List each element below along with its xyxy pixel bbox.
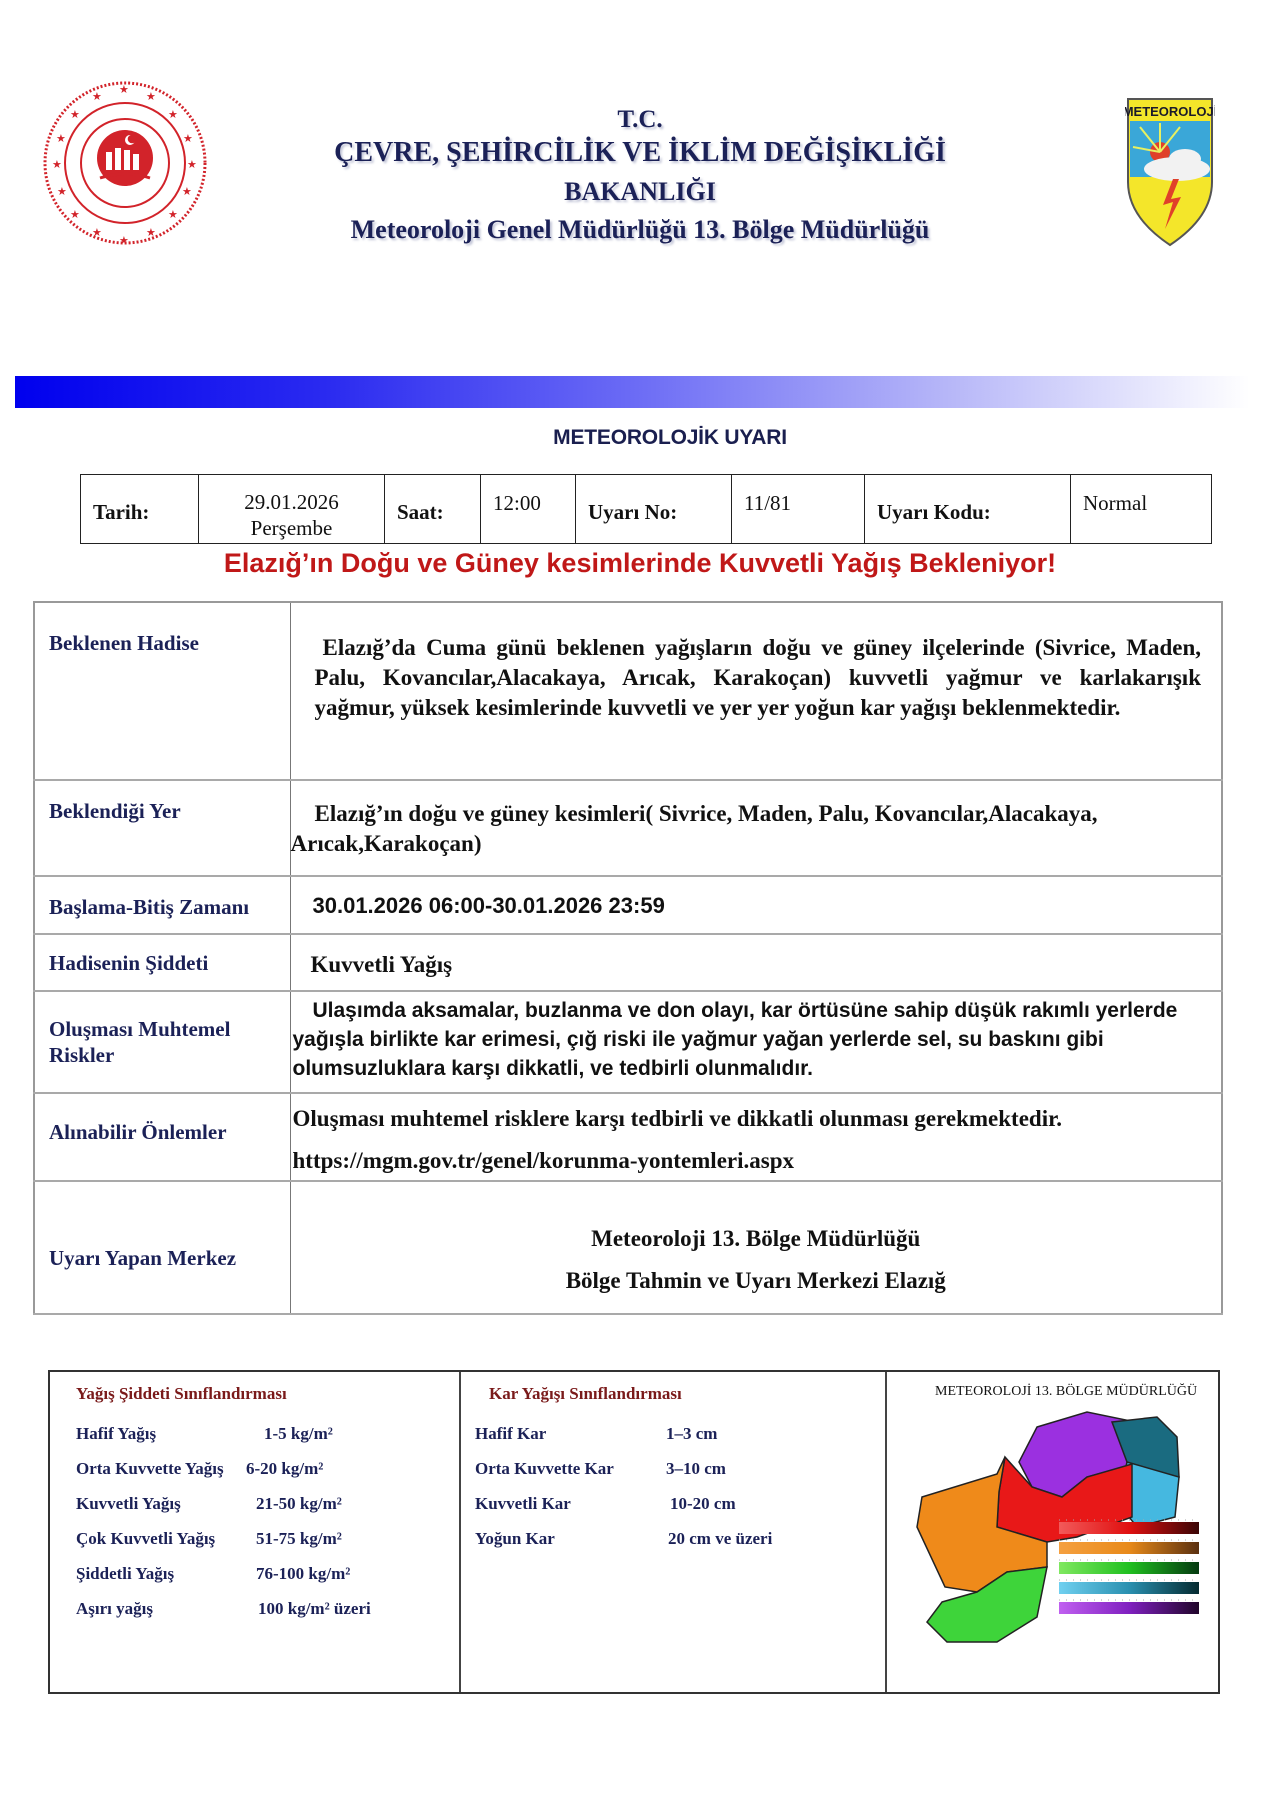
svg-text:★: ★ xyxy=(57,186,67,198)
header-ministry: ÇEVRE, ŞEHİRCİLİK VE İKLİM DEĞİŞİKLİĞİ xyxy=(334,137,946,168)
color-scale-bar xyxy=(1059,1522,1199,1534)
svg-text:★: ★ xyxy=(146,91,156,103)
warning-no-label: Uyarı No: xyxy=(576,475,732,543)
classification-box xyxy=(48,1370,1220,1694)
class-name: Yoğun Kar xyxy=(475,1529,555,1548)
time-range-value: 30.01.2026 06:00-30.01.2026 23:59 xyxy=(312,893,665,918)
svg-text:★: ★ xyxy=(92,227,102,239)
warning-code-value: Normal xyxy=(1083,491,1148,515)
svg-text:★: ★ xyxy=(182,186,192,198)
place-label: Beklendiği Yer xyxy=(34,780,290,876)
date-value: 29.01.2026 xyxy=(244,490,339,514)
risks-label: Oluşması Muhtemel Riskler xyxy=(34,991,290,1093)
measures-value: Oluşması muhtemel risklere karşı tedbirli ve dikkatli olunması gerekmektedir. https://mgm.gov.tr/genel/korunma-yontemleri.aspx xyxy=(290,1093,1222,1181)
severity-value: Kuvvetli Yağış xyxy=(310,952,453,977)
class-name: Hafif Yağış xyxy=(76,1424,157,1443)
risks-value: Ulaşımda aksamalar, buzlanma ve don olayı, kar örtüsüne sahip düşük rakımlı yerlerde yağışla birlikte kar erimesi, çığ riski ile yağmur yağan yerlerde sel, su baskını gibi olumsuzluklara karşı dikkatli, ve tedbirli olunmalıdır. xyxy=(292,999,1178,1080)
region-map xyxy=(887,1402,1218,1692)
warning-code-label: Uyarı Kodu: xyxy=(865,475,1071,543)
class-range: 76-100 kg/m² xyxy=(256,1564,351,1583)
measures-label: Alınabilir Önlemler xyxy=(34,1093,290,1181)
snow-classification xyxy=(461,1372,887,1692)
class-name: Aşırı yağış xyxy=(76,1599,153,1618)
row-severity xyxy=(34,934,1222,991)
class-range: 1-5 kg/m² xyxy=(264,1424,333,1443)
header-directorate: Meteoroloji Genel Müdürlüğü 13. Bölge Müdürlüğü xyxy=(350,215,930,244)
warning-info-table xyxy=(80,474,1212,544)
svg-text:★: ★ xyxy=(70,109,80,121)
weekday-value: Perşembe xyxy=(250,516,333,540)
center-line-1: Meteoroloji 13. Bölge Müdürlüğü xyxy=(591,1226,921,1251)
svg-text:★: ★ xyxy=(187,159,197,171)
region-map-panel xyxy=(887,1372,1218,1692)
row-start-end-time xyxy=(34,876,1222,934)
class-name: Hafif Kar xyxy=(475,1424,547,1443)
logo-text: METEOROLOJİ xyxy=(1125,104,1215,119)
class-range: 100 kg/m² üzeri xyxy=(258,1599,371,1618)
header-tc: T.C. xyxy=(617,106,663,133)
class-name: Orta Kuvvette Kar xyxy=(475,1459,614,1478)
meteoroloji-shield-logo xyxy=(1125,97,1215,247)
event-label: Beklenen Hadise xyxy=(34,602,290,780)
svg-text:★: ★ xyxy=(119,235,129,247)
time-range-label: Başlama-Bitiş Zamanı xyxy=(34,876,290,934)
date-label: Tarih: xyxy=(81,475,199,543)
warning-no-value: 11/81 xyxy=(732,475,865,543)
time-value: 12:00 xyxy=(481,475,576,543)
color-scale-bar xyxy=(1059,1542,1199,1554)
map-title: METEOROLOJİ 13. BÖLGE MÜDÜRLÜĞÜ xyxy=(935,1384,1198,1399)
row-issuing-center xyxy=(34,1181,1222,1314)
time-label: Saat: xyxy=(385,475,481,543)
svg-text:★: ★ xyxy=(146,227,156,239)
svg-text:★: ★ xyxy=(183,133,193,145)
svg-text:★: ★ xyxy=(119,84,129,96)
header-gradient-bar xyxy=(15,376,1250,408)
svg-text:★: ★ xyxy=(52,159,62,171)
center-label: Uyarı Yapan Merkez xyxy=(34,1181,290,1314)
color-scale-bar xyxy=(1059,1582,1199,1594)
warning-details-table xyxy=(33,601,1223,1315)
row-expected-event xyxy=(34,602,1222,780)
header-bakanlik: BAKANLIĞI xyxy=(564,177,716,206)
svg-text:★: ★ xyxy=(168,209,178,221)
class-range: 20 cm ve üzeri xyxy=(668,1529,773,1548)
date-cell xyxy=(199,475,385,543)
class-name: Orta Kuvvette Yağış xyxy=(76,1459,224,1478)
ministry-seal-logo xyxy=(40,78,210,248)
rain-classification xyxy=(50,1372,461,1692)
rain-class-title: Yağış Şiddeti Sınıflandırması xyxy=(76,1384,287,1403)
center-line-2: Bölge Tahmin ve Uyarı Merkezi Elazığ xyxy=(565,1268,946,1293)
svg-text:★: ★ xyxy=(56,133,66,145)
center-value xyxy=(290,1181,1222,1314)
class-name: Çok Kuvvetli Yağış xyxy=(76,1529,216,1548)
class-range: 21-50 kg/m² xyxy=(256,1494,342,1513)
row-risks xyxy=(34,991,1222,1093)
place-value: Elazığ’ın doğu ve güney kesimleri( Sivrice, Maden, Palu, Kovancılar,Alacakaya, Arıcak,Karakoçan) xyxy=(290,801,1098,856)
alert-headline: Elazığ’ın Doğu ve Güney kesimlerinde Kuvvetli Yağış Bekleniyor! xyxy=(223,548,1057,578)
svg-text:★: ★ xyxy=(92,91,102,103)
severity-label: Hadisenin Şiddeti xyxy=(34,934,290,991)
event-value: Elazığ’da Cuma günü beklenen yağışların doğu ve güney ilçelerinde (Sivrice, Maden, Palu, Kovancılar,Alacakaya, Arıcak, Karakoçan) kuvvetli yağmur ve karlakarışık yağmur, yüksek kesimlerinde kuvvetli ve yer yer yoğun kar yağışı beklenmektedir. xyxy=(314,635,1201,720)
row-expected-place xyxy=(34,780,1222,876)
measures-link[interactable]: https://mgm.gov.tr/genel/korunma-yontemleri.aspx xyxy=(292,1148,794,1173)
class-name: Şiddetli Yağış xyxy=(76,1564,175,1583)
class-range: 3–10 cm xyxy=(666,1459,726,1478)
svg-text:★: ★ xyxy=(70,209,80,221)
class-range: 51-75 kg/m² xyxy=(256,1529,342,1548)
document-title: METEOROLOJİK UYARI xyxy=(553,426,787,449)
svg-text:★: ★ xyxy=(168,109,178,121)
class-name: Kuvvetli Kar xyxy=(475,1494,571,1513)
color-scale-bar xyxy=(1059,1562,1199,1574)
snow-class-title: Kar Yağışı Sınıflandırması xyxy=(489,1384,682,1403)
row-measures xyxy=(34,1093,1222,1181)
class-name: Kuvvetli Yağış xyxy=(76,1494,181,1513)
class-range: 1–3 cm xyxy=(666,1424,718,1443)
class-range: 6-20 kg/m² xyxy=(246,1459,324,1478)
color-scale-bar xyxy=(1059,1602,1199,1614)
class-range: 10-20 cm xyxy=(670,1494,736,1513)
